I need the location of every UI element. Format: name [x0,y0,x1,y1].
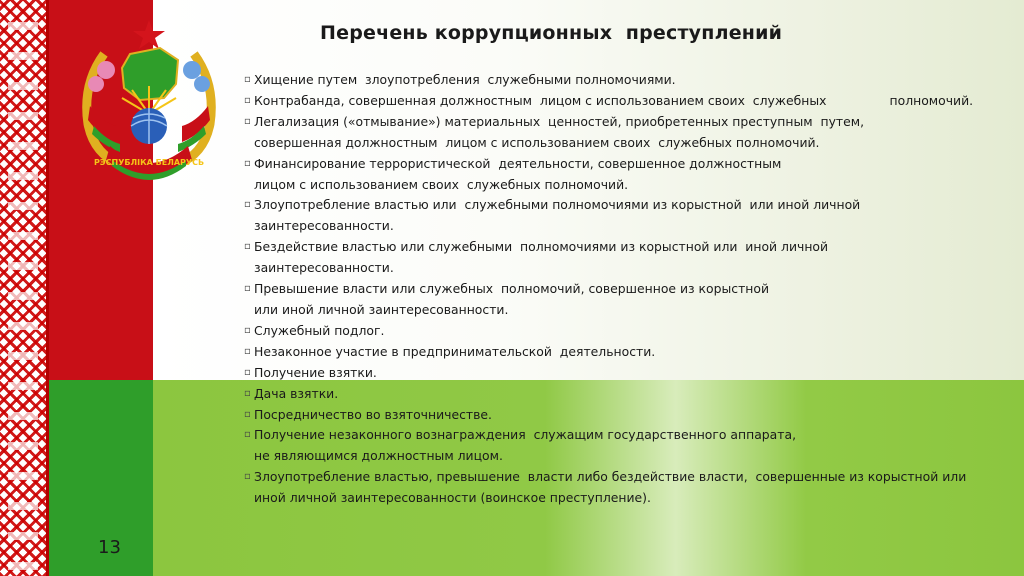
list-item [244,342,1014,363]
crime-list [244,70,1014,509]
square-bullet-icon: ▫ [244,408,251,420]
square-bullet-icon: ▫ [244,115,251,127]
square-bullet-icon: ▫ [244,74,251,85]
square-bullet-icon: ▫ [244,157,251,169]
list-item-text: Посредничество во взяточничестве. [254,406,492,422]
square-bullet-icon: ▫ [244,429,251,441]
list-item-text: Бездействие властью или служебными полномочиями из корыстной или иной личной заинтересованности. [254,239,829,276]
list-item [244,467,1014,509]
square-bullet-icon: ▫ [244,199,251,211]
list-item-text: Дача взятки. [254,385,339,401]
list-item-text: Получение взятки. [254,364,377,380]
list-item [244,405,1014,426]
list-item-text: Превышение власти или служебных полномочий, совершенное из корыстной или иной личной заинтересованности. [254,281,770,317]
list-item [244,70,1014,91]
list-item [244,112,1014,154]
list-item-text: Легализация («отмывание») материальных ценностей, приобретенных преступным путем, совершенная должностным лицом с использованием своих служебных полномочий. [254,113,865,150]
ornament-strip [0,0,49,576]
list-item-text: Контрабанда, совершенная должностным лицом с использованием своих служебных полномочий. [254,92,974,108]
list-item [244,425,1014,467]
page-title: Перечень коррупционных преступлений [320,22,783,44]
list-item-text: Хищение путем злоупотребления служебными полномочиями. [254,72,676,87]
square-bullet-icon: ▫ [244,241,251,253]
list-item [244,384,1014,405]
square-bullet-icon: ▫ [244,366,251,378]
emblem-label: РЭСПУБЛІКА БЕЛАРУСЬ [93,158,205,167]
list-item-text: Незаконное участие в предпринимательской деятельности. [254,343,656,359]
list-item [244,237,1014,279]
list-item [244,195,1014,237]
square-bullet-icon: ▫ [244,283,251,295]
list-item [244,363,1014,384]
list-item [244,91,1014,112]
square-bullet-icon: ▫ [244,471,251,483]
page-number: 13 [98,537,121,558]
list-item [244,321,1014,342]
square-bullet-icon: ▫ [244,345,251,357]
square-bullet-icon: ▫ [244,387,251,399]
state-emblem-icon [60,14,238,188]
square-bullet-icon: ▫ [244,94,251,106]
list-item-text: Получение незаконного вознаграждения служащим государственного аппарата, не являющимся должностным лицом. [254,427,797,464]
list-item-text: Финансирование террористической деятельности, совершенное должностным лицом с использованием своих служебных полномочий. [254,155,782,192]
square-bullet-icon: ▫ [244,324,251,336]
list-item-text: Злоупотребление властью или служебными полномочиями из корыстной или иной личной заинтересованности. [254,197,861,234]
list-item-text: Служебный подлог. [254,322,385,338]
list-item [244,154,1014,196]
list-item-text: Злоупотребление властью, превышение власти либо бездействие власти, совершенные из корыстной или иной личной заинтересованности (воинское преступление). [254,469,967,506]
list-item [244,279,1014,321]
